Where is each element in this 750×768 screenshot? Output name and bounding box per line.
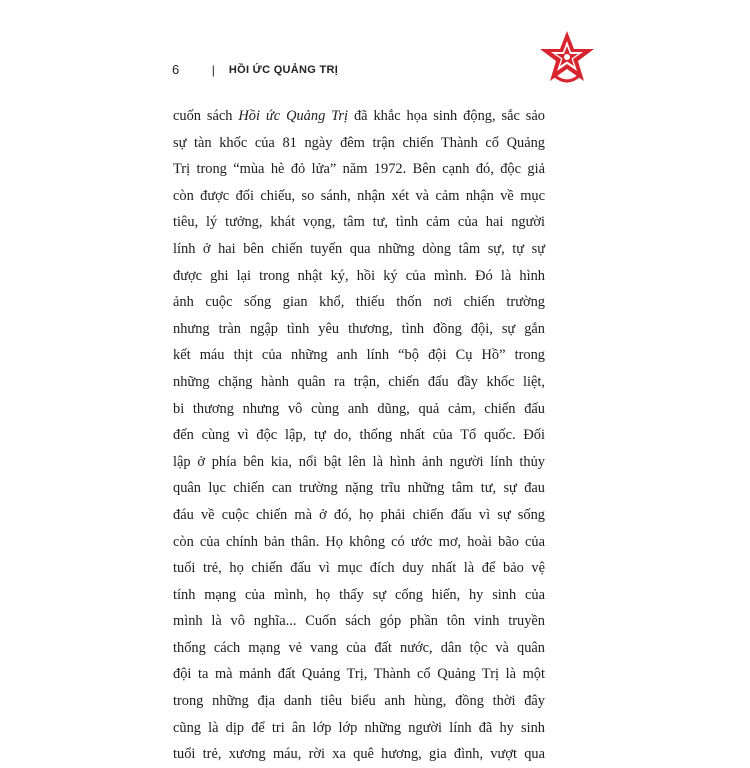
book-title: HỒI ỨC QUẢNG TRỊ — [228, 63, 339, 76]
text-line: bi thương nhưng vô cùng anh dũng, quả cảm, chiến đấu — [173, 400, 545, 417]
text-line: trong những địa danh tiêu biểu anh hùng, đồng thời đây — [173, 693, 545, 710]
text-line: lính ở hai bên chiến tuyến qua những dòng tâm sự, tự sự — [173, 240, 545, 257]
text-line: tính mạng của mình, họ thấy sự cống hiến, hy sinh của — [173, 586, 545, 603]
text-line: cũng là dịp để tri ân lớp lớp những người lính đã hy sinh — [173, 719, 545, 736]
body-text — [173, 103, 545, 768]
page-number: 6 — [172, 62, 180, 77]
text-line: lập ở phía bên kia, nổi bật lên là hình ảnh người lính thủy — [173, 453, 545, 470]
text-line: đáu về cuộc chiến mà ở đó, họ phải chiến đấu vì sự sống — [173, 506, 545, 523]
text-line: quân lục chiến can trường nặng trĩu những tâm tư, sự đau — [173, 480, 545, 497]
book-title-italic: Hồi ức Quảng Trị — [238, 108, 349, 124]
text-line: những chặng hành quân ra trận, chiến đấu đầy khốc liệt, — [173, 373, 545, 390]
text-segment: đã khắc họa sinh động, sắc sảo — [348, 108, 545, 124]
text-line: được ghi lại trong nhật ký, hồi ký của mình. Đó là hình — [173, 267, 545, 284]
text-line: thống cách mạng vẻ vang của đất nước, dân tộc và quân — [173, 639, 545, 656]
text-segment: cuốn sách — [173, 108, 239, 124]
text-line: kết máu thịt của những anh lính “bộ đội Cụ Hồ” trong — [173, 347, 545, 364]
text-line: đến cùng vì độc lập, tự do, thống nhất của Tổ quốc. Đối — [173, 427, 545, 444]
text-line: Trị trong “mùa hè đỏ lửa” năm 1972. Bên cạnh đó, độc giả — [173, 161, 545, 178]
header-separator: | — [211, 62, 215, 77]
star-emblem-icon — [536, 29, 598, 91]
text-line: ảnh cuộc sống gian khổ, thiếu thốn nơi chiến trường — [173, 294, 545, 311]
text-line — [173, 103, 545, 130]
text-line: tuổi trẻ, họ chiến đấu vì mục đích duy nhất là để bảo vệ — [173, 560, 545, 577]
text-line: còn của chính bản thân. Họ không có ước mơ, hoài bão của — [173, 533, 545, 550]
text-line: tiêu, lý tưởng, khát vọng, tâm tư, tình cảm của hai người — [173, 214, 545, 231]
text-line: đội ta mà mảnh đất Quảng Trị, Thành cổ Quảng Trị là một — [173, 666, 545, 683]
text-line: còn được đối chiếu, so sánh, nhận xét và cảm nhận về mục — [173, 187, 545, 204]
running-header — [172, 62, 338, 77]
text-line: sự tàn khốc của 81 ngày đêm trận chiến Thành cổ Quảng — [173, 134, 545, 151]
text-line: mình là vô nghĩa... Cuốn sách góp phần tôn vinh truyền — [173, 613, 545, 630]
text-line: nhưng tràn ngập tình yêu thương, tình đồng đội, sự gắn — [173, 320, 545, 337]
text-line: tuổi trẻ, xương máu, rời xa quê hương, gia đình, vượt qua — [173, 746, 545, 763]
